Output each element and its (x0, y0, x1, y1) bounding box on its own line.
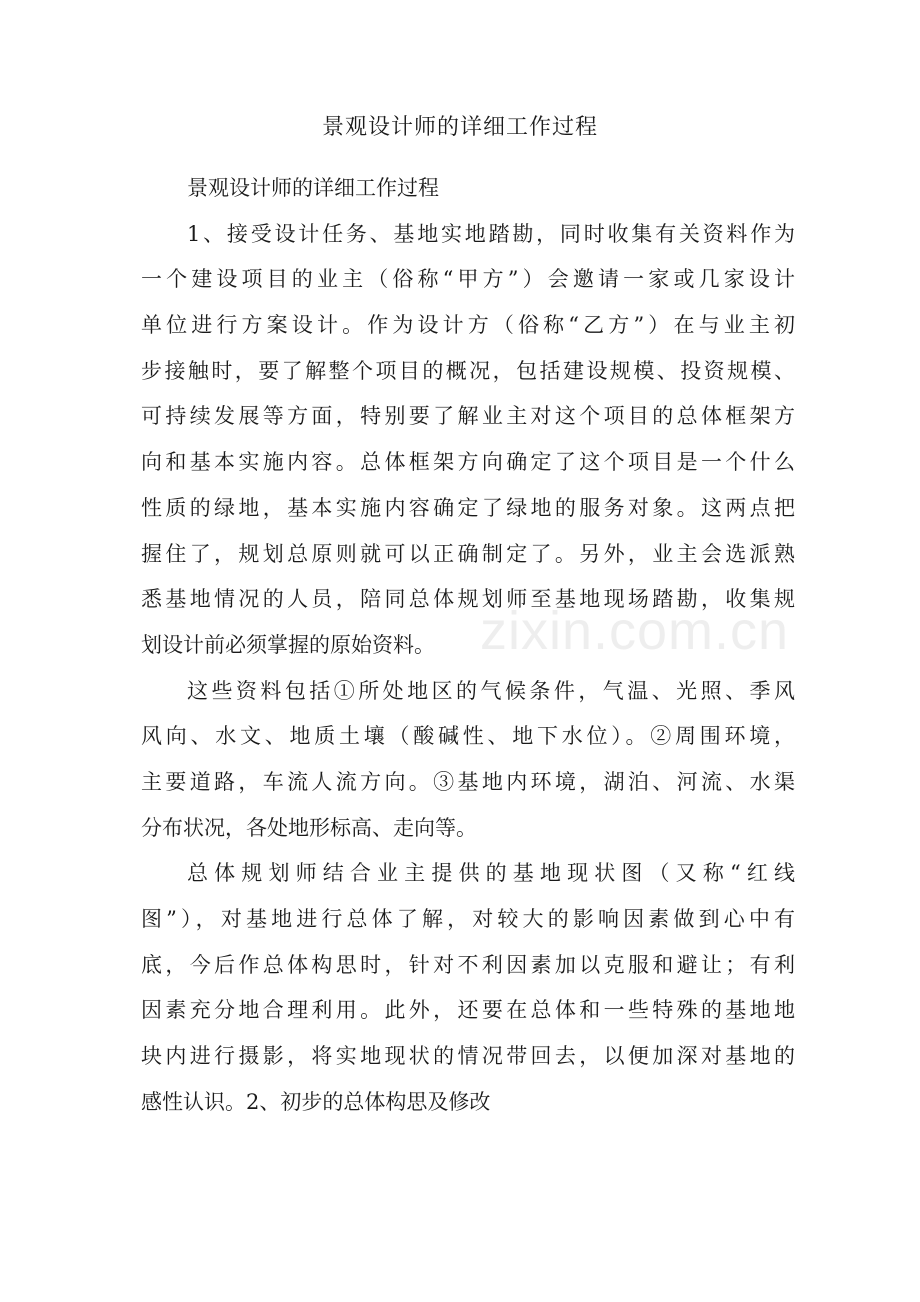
text-line: 单位进行方案设计。作为设计方（俗称“乙方”）在与业主初 (141, 313, 795, 338)
text-line: 景观设计师的详细工作过程 (187, 176, 439, 200)
text-line: 因素充分地合理利用。此外，还要在总体和一些特殊的基地地 (141, 998, 795, 1023)
text-line: 风向、水文、地质土壤（酸碱性、地下水位）。②周围环境， (141, 724, 795, 749)
document-body (141, 166, 795, 1125)
text-line: 主要道路，车流人流方向。③基地内环境，湖泊、河流、水渠 (141, 769, 795, 794)
text-line: 总体规划师结合业主提供的基地现状图（又称“红线 (187, 861, 795, 886)
text-line: 握住了，规划总原则就可以正确制定了。另外，业主会选派熟 (141, 541, 795, 566)
text-line: 步接触时，要了解整个项目的概况，包括建设规模、投资规模、 (141, 358, 795, 383)
text-line: 图”），对基地进行总体了解，对较大的影响因素做到心中有 (141, 907, 795, 931)
text-line: 这些资料包括①所处地区的气候条件，气温、光照、季风 (187, 678, 795, 703)
text-line: 性质的绿地，基本实施内容确定了绿地的服务对象。这两点把 (141, 495, 795, 520)
text-line: 底，今后作总体构思时，针对不利因素加以克服和避让；有利 (141, 952, 795, 977)
text-line: 感性认识。2、初步的总体构思及修改 (141, 1089, 491, 1114)
text-line: 分布状况，各处地形标高、走向等。 (141, 815, 477, 840)
text-line: 块内进行摄影，将实地现状的情况带回去，以便加深对基地的 (141, 1044, 795, 1069)
text-line: 划设计前必须掌握的原始资料。 (141, 632, 435, 657)
text-line: 向和基本实施内容。总体框架方向确定了这个项目是一个什么 (141, 450, 795, 475)
text-line: 悉基地情况的人员，陪同总体规划师至基地现场踏勘，收集规 (141, 587, 795, 612)
text-line: 可持续发展等方面，特别要了解业主对这个项目的总体框架方 (141, 404, 795, 429)
text-line: 一个建设项目的业主（俗称“甲方”）会邀请一家或几家设计 (141, 267, 795, 292)
text-line: 1、接受设计任务、基地实地踏勘，同时收集有关资料作为 (187, 221, 795, 246)
document-title: 景观设计师的详细工作过程 (321, 115, 598, 140)
watermark: zixin.com.cn (480, 601, 790, 661)
